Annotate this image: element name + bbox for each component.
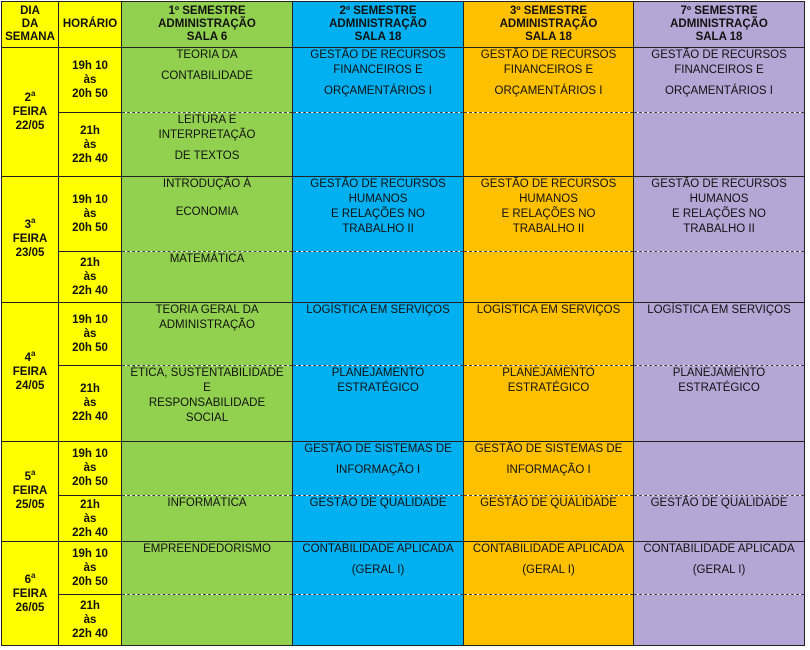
course-cell — [464, 252, 634, 302]
course-line: LEITURA E — [177, 114, 237, 127]
course-line: TRABALHO II — [683, 222, 755, 235]
course-cell — [122, 441, 293, 495]
course-cell — [464, 302, 634, 365]
course-line: GESTÃO DE RECURSOS — [480, 49, 617, 61]
course-line: LOGÍSTICA EM SERVIÇOS — [647, 303, 791, 316]
course-line: GESTÃO DE RECURSOS — [480, 177, 617, 190]
time-line: às — [83, 271, 97, 284]
course-cell — [122, 366, 293, 442]
schedule-row — [2, 495, 805, 541]
time-line: 22h 40 — [72, 285, 108, 298]
time-line: 22h 40 — [72, 152, 108, 165]
day-feira: FEIRA — [12, 485, 48, 498]
course-cell — [464, 48, 634, 113]
semester-header-line: SALA 18 — [695, 31, 743, 43]
course-line: ORÇAMENTÁRIOS I — [494, 85, 603, 97]
day-header-line: DIA — [20, 5, 40, 17]
course-line: INTERPRETAÇÃO — [158, 129, 256, 142]
course-line: RESPONSABILIDADE — [148, 397, 266, 410]
time-line: 20h 50 — [72, 88, 108, 101]
time-line: 20h 50 — [72, 476, 108, 489]
header-row — [2, 2, 805, 48]
time-line: 21h — [80, 383, 100, 396]
course-line: TEORIA DA — [176, 49, 238, 61]
day-date: 25/05 — [15, 499, 45, 512]
course-cell — [293, 495, 464, 541]
time-line: às — [83, 327, 97, 340]
course-line: ORÇAMENTÁRIOS I — [324, 85, 432, 97]
course-line: E RELAÇÕES NO — [331, 207, 425, 220]
day-cell — [2, 176, 59, 302]
course-cell — [634, 113, 805, 176]
course-line: TRABALHO II — [512, 222, 585, 235]
course-cell — [122, 252, 293, 302]
course-line: HUMANOS — [689, 192, 749, 205]
course-line: FINANCEIROS E — [333, 64, 423, 76]
time-slot-cell — [59, 441, 122, 495]
time-line: às — [83, 138, 97, 151]
course-cell — [122, 176, 293, 252]
course-line: HUMANOS — [519, 192, 578, 205]
course-cell — [634, 542, 805, 594]
course-line: ÉTICA, SUSTENTABILIDADE — [130, 367, 284, 380]
course-cell — [122, 542, 293, 594]
course-line: EMPREENDEDORISMO — [143, 543, 271, 556]
day-number: 3$^a$ — [24, 216, 36, 232]
course-cell — [122, 302, 293, 365]
course-line: E RELAÇÕES NO — [501, 207, 596, 220]
day-date: 26/05 — [15, 601, 45, 614]
course-line: LOGÍSTICA EM SERVIÇOS — [306, 303, 450, 316]
day-header-line: SEMANA — [5, 31, 55, 43]
course-line: E — [203, 382, 211, 395]
course-line: PLANEJAMENTO — [331, 367, 425, 380]
schedule-row — [2, 48, 805, 113]
course-line: (GERAL I) — [351, 564, 405, 577]
course-line: TEORIA GERAL DA — [155, 303, 259, 316]
course-cell — [464, 542, 634, 594]
course-line: CONTABILIDADE APLICADA — [302, 543, 454, 556]
day-feira: FEIRA — [12, 587, 48, 600]
course-line: GESTÃO DE QUALIDADE — [650, 496, 788, 509]
schedule-row — [2, 366, 805, 442]
time-line: 22h 40 — [72, 526, 108, 539]
day-date: 23/05 — [15, 247, 45, 260]
time-line: 19h 10 — [72, 60, 108, 73]
semester-header-line: 3º SEMESTRE — [509, 5, 588, 17]
semester-header-line: 7º SEMESTRE — [680, 5, 758, 17]
schedule-row — [2, 594, 805, 645]
day-number: 5$^a$ — [24, 468, 36, 484]
time-line: 22h 40 — [72, 411, 108, 424]
course-line: ESTRATÉGICO — [507, 382, 590, 395]
course-line: ORÇAMENTÁRIOS I — [665, 85, 773, 97]
schedule-row — [2, 176, 805, 252]
day-header-line: DA — [21, 18, 39, 30]
course-line: CONTABILIDADE APLICADA — [472, 543, 625, 556]
time-line: às — [83, 74, 97, 87]
time-line: 21h — [80, 257, 100, 270]
day-cell — [2, 441, 59, 542]
course-line: ECONOMIA — [175, 205, 239, 218]
course-cell — [293, 441, 464, 495]
course-cell — [464, 495, 634, 541]
time-column-header: HORÁRIO — [59, 2, 122, 48]
schedule-row — [2, 441, 805, 495]
time-slot-cell — [59, 495, 122, 541]
semester-3-header — [464, 2, 634, 48]
course-line: (GERAL I) — [522, 564, 575, 577]
day-cell — [2, 302, 59, 441]
time-line: 22h 40 — [72, 627, 108, 640]
time-slot-cell — [59, 302, 122, 365]
time-line: 19h 10 — [72, 547, 108, 560]
semester-header-line: 2º SEMESTRE — [339, 5, 417, 17]
day-column-header — [2, 2, 59, 48]
course-cell — [634, 302, 805, 365]
time-slot-cell — [59, 252, 122, 302]
course-line: SOCIAL — [185, 412, 229, 425]
time-line: 21h — [80, 124, 100, 137]
course-cell — [634, 441, 805, 495]
semester-header-line: SALA 18 — [354, 31, 402, 43]
day-cell — [2, 48, 59, 177]
course-line: GESTÃO DE RECURSOS — [310, 177, 446, 190]
time-slot-cell — [59, 542, 122, 594]
course-line: ESTRATÉGICO — [337, 382, 419, 395]
course-cell — [122, 48, 293, 113]
course-cell — [464, 113, 634, 176]
semester-2-header — [293, 2, 464, 48]
course-cell — [634, 176, 805, 252]
time-slot-cell — [59, 113, 122, 176]
course-line: INFORMAÇÃO I — [506, 463, 591, 476]
course-line: GESTÃO DE QUALIDADE — [309, 496, 447, 509]
course-line: PLANEJAMENTO — [672, 367, 766, 380]
semester-header-line: SALA 18 — [525, 31, 572, 43]
course-cell — [293, 302, 464, 365]
semester-header-line: 1º SEMESTRE — [168, 5, 246, 17]
day-feira: FEIRA — [12, 365, 48, 378]
time-slot-cell — [59, 594, 122, 645]
course-line: INTRODUÇÃO À — [162, 177, 252, 190]
schedule-row — [2, 252, 805, 302]
course-cell — [122, 113, 293, 176]
day-cell — [2, 542, 59, 646]
course-line: INFORMÁTICA — [167, 496, 247, 509]
course-cell — [634, 495, 805, 541]
course-line: ESTRATÉGICO — [678, 382, 760, 395]
semester-header-line: ADMINISTRAÇÃO — [499, 18, 598, 30]
course-cell — [293, 366, 464, 442]
day-number: 4$^a$ — [24, 348, 36, 364]
course-cell — [634, 594, 805, 645]
course-line: LOGÍSTICA EM SERVIÇOS — [476, 303, 621, 316]
course-line: GESTÃO DE QUALIDADE — [480, 496, 617, 509]
time-line: 21h — [80, 498, 100, 511]
course-line: FINANCEIROS E — [674, 64, 764, 76]
course-line: CONTABILIDADE — [161, 70, 253, 82]
schedule-row — [2, 113, 805, 176]
semester-header-line: SALA 6 — [186, 31, 228, 43]
course-cell — [464, 366, 634, 442]
course-cell — [634, 48, 805, 113]
schedule-table — [1, 1, 805, 646]
day-date: 22/05 — [15, 119, 45, 132]
semester-1-header — [122, 2, 293, 48]
course-cell — [464, 594, 634, 645]
time-line: às — [83, 561, 97, 574]
time-line: às — [83, 512, 97, 525]
course-line: TRABALHO II — [342, 222, 414, 235]
time-line: 20h 50 — [72, 222, 108, 235]
time-line: 19h 10 — [72, 313, 108, 326]
course-line: GESTÃO DE RECURSOS — [310, 49, 446, 61]
course-line: FINANCEIROS E — [503, 64, 594, 76]
time-line: 19h 10 — [72, 194, 108, 207]
time-slot-cell — [59, 48, 122, 113]
course-line: (GERAL I) — [692, 564, 746, 577]
course-line: PLANEJAMENTO — [502, 367, 595, 380]
course-cell — [293, 594, 464, 645]
course-line: GESTÃO DE RECURSOS — [651, 49, 787, 61]
day-number: 2$^a$ — [24, 89, 36, 104]
course-cell — [464, 176, 634, 252]
day-date: 24/05 — [15, 379, 45, 392]
course-line: E RELAÇÕES NO — [672, 207, 766, 220]
course-line: ADMINISTRAÇÃO — [159, 318, 255, 331]
course-cell — [293, 542, 464, 594]
course-cell — [293, 113, 464, 176]
time-line: 19h 10 — [72, 448, 108, 461]
time-line: às — [83, 397, 97, 410]
time-line: às — [83, 613, 97, 626]
course-cell — [122, 594, 293, 645]
schedule-row — [2, 302, 805, 365]
time-line: às — [83, 208, 97, 221]
time-line: 20h 50 — [72, 575, 108, 588]
time-line: às — [83, 462, 97, 475]
semester-header-line: ADMINISTRAÇÃO — [329, 18, 427, 30]
course-cell — [293, 252, 464, 302]
course-cell — [634, 252, 805, 302]
day-number: 6$^a$ — [24, 570, 36, 586]
course-line: INFORMAÇÃO I — [335, 463, 421, 476]
time-slot-cell — [59, 176, 122, 252]
schedule-row — [2, 542, 805, 594]
course-cell — [122, 495, 293, 541]
schedule-body — [2, 48, 805, 646]
time-line: 20h 50 — [72, 341, 108, 354]
course-line: HUMANOS — [348, 192, 408, 205]
course-line: MATEMÁTICA — [169, 253, 245, 266]
course-line: DE TEXTOS — [174, 150, 240, 163]
course-line: GESTÃO DE SISTEMAS DE — [474, 442, 623, 455]
semester-header-line: ADMINISTRAÇÃO — [670, 18, 768, 30]
course-cell — [634, 366, 805, 442]
time-slot-cell — [59, 366, 122, 442]
course-cell — [293, 48, 464, 113]
course-line: GESTÃO DE RECURSOS — [651, 177, 787, 190]
time-line: 21h — [80, 599, 100, 612]
course-cell — [464, 441, 634, 495]
course-line: CONTABILIDADE APLICADA — [643, 543, 795, 556]
semester-header-line: ADMINISTRAÇÃO — [158, 18, 256, 30]
day-feira: FEIRA — [12, 233, 48, 246]
course-line: GESTÃO DE SISTEMAS DE — [304, 442, 452, 455]
course-cell — [293, 176, 464, 252]
semester-7-header — [634, 2, 805, 48]
day-feira: FEIRA — [12, 105, 48, 118]
